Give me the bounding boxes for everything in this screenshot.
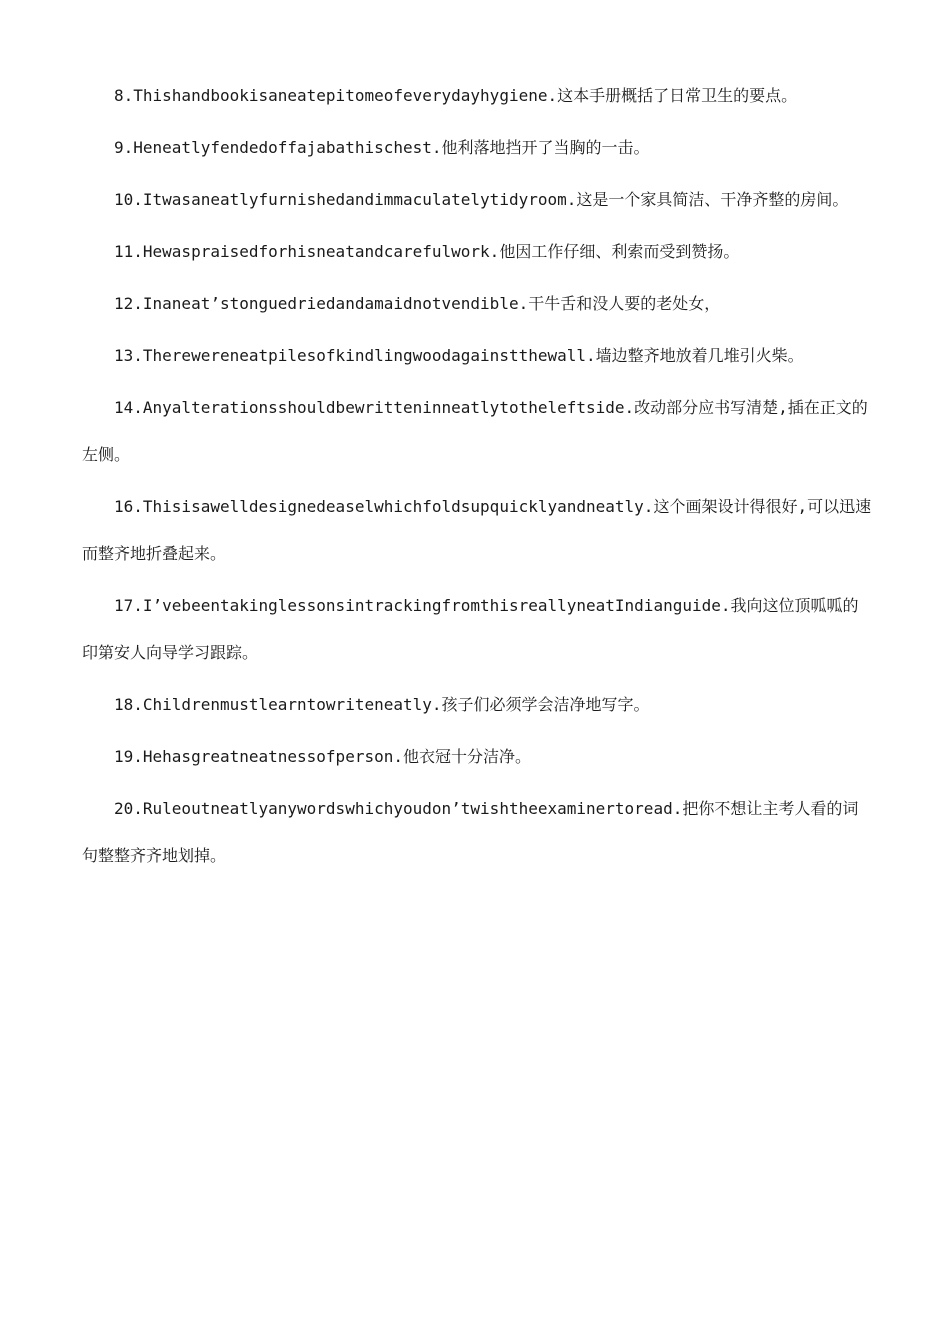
- sentence-10: 10.Itwasaneatlyfurnishedandimmaculatelytidyroom.这是一个家具简洁、干净齐整的房间。: [114, 190, 849, 209]
- sentence-20: 20.Ruleoutneatlyanywordswhichyoudon’twishtheexaminertoread.把你不想让主考人看的词句整整齐齐地划掉。: [82, 799, 859, 865]
- sentence-17: 17.I’vebeentakinglessonsintrackingfromthisreallyneatIndianguide.我向这位顶呱呱的印第安人向导学习跟踪。: [82, 596, 859, 662]
- sentence-19: 19.Hehasgreatneatnessofperson.他衣冠十分洁净。: [114, 747, 531, 766]
- document-body: [82, 72, 872, 884]
- sentence-18: 18.Childrenmustlearntowriteneatly.孩子们必须学会洁净地写字。: [114, 695, 650, 714]
- sentence-16: 16.Thisisawelldesignedeaselwhichfoldsupquicklyandneatly.这个画架设计得很好,可以迅速而整齐地折叠起来。: [82, 497, 872, 563]
- sentence-11: 11.Hewaspraisedforhisneatandcarefulwork.他因工作仔细、利索而受到赞扬。: [114, 242, 740, 261]
- sentence-8: 8.Thishandbookisaneatepitomeofeverydayhygiene.这本手册概括了日常卫生的要点。: [114, 86, 798, 105]
- sentence-12: 12.Inaneat’stonguedriedandamaidnotvendible.干牛舌和没人要的老处女，: [114, 294, 721, 313]
- sentence-9: 9.Heneatlyfendedoffajabathischest.他利落地挡开了当胸的一击。: [114, 138, 650, 157]
- sentence-13: 13.Therewereneatpilesofkindlingwoodagainstthewall.墙边整齐地放着几堆引火柴。: [114, 346, 804, 365]
- sentence-14: 14.Anyalterationsshouldbewritteninneatlytotheleftside.改动部分应书写清楚,插在正文的左侧。: [82, 398, 868, 464]
